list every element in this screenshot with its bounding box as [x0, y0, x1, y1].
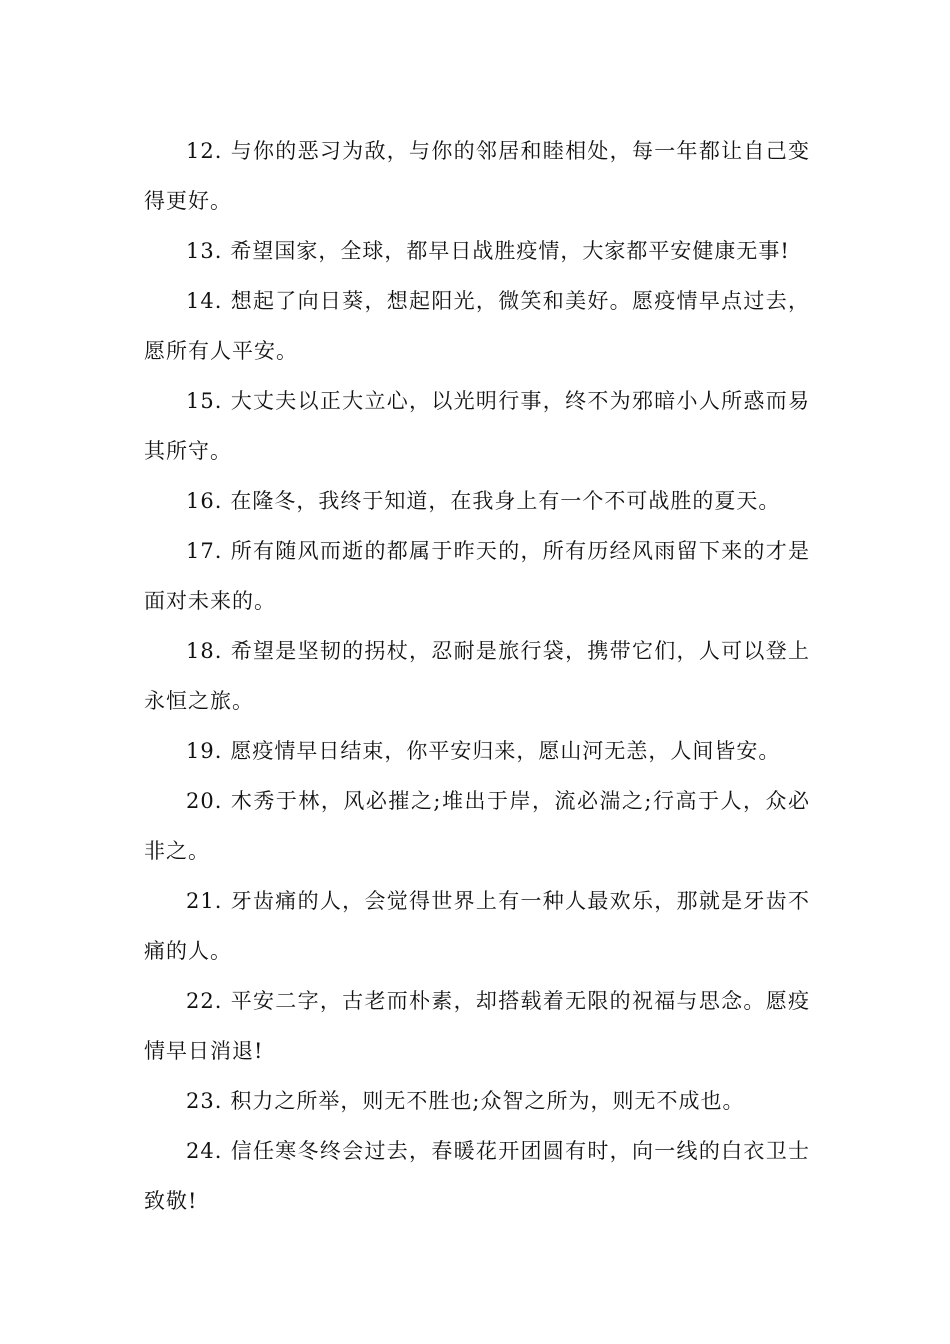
- item-number: 24.: [186, 1139, 223, 1163]
- list-item: [144, 726, 810, 776]
- list-item: [144, 876, 810, 976]
- item-text: 在隆冬，我终于知道，在我身上有一个不可战胜的夏天。: [230, 489, 781, 513]
- item-number: 16.: [186, 489, 223, 513]
- item-number: 19.: [186, 739, 223, 763]
- list-item: [144, 276, 810, 376]
- item-number: 23.: [186, 1089, 223, 1113]
- item-number: 18.: [186, 639, 223, 663]
- item-text: 与你的恶习为敌，与你的邻居和睦相处，每一年都让自己变得更好。: [144, 139, 810, 213]
- item-number: 21.: [186, 889, 223, 913]
- quote-list: [144, 126, 810, 1226]
- item-text: 希望是坚韧的拐杖，忍耐是旅行袋，携带它们，人可以登上永恒之旅。: [144, 639, 810, 713]
- item-text: 平安二字，古老而朴素，却搭载着无限的祝福与思念。愿疫情早日消退!: [144, 989, 810, 1063]
- item-number: 12.: [186, 139, 223, 163]
- item-text: 希望国家，全球，都早日战胜疫情，大家都平安健康无事!: [230, 239, 790, 263]
- item-text: 所有随风而逝的都属于昨天的，所有历经风雨留下来的才是面对未来的。: [144, 539, 810, 613]
- list-item: [144, 626, 810, 726]
- list-item: [144, 776, 810, 876]
- list-item: [144, 126, 810, 226]
- item-number: 13.: [186, 239, 223, 263]
- item-number: 15.: [186, 389, 223, 413]
- item-text: 木秀于林，风必摧之;堆出于岸，流必湍之;行高于人，众必非之。: [144, 789, 810, 863]
- item-text: 牙齿痛的人，会觉得世界上有一种人最欢乐，那就是牙齿不痛的人。: [144, 889, 810, 963]
- list-item: [144, 1076, 810, 1126]
- item-number: 20.: [186, 789, 223, 813]
- list-item: [144, 1126, 810, 1226]
- list-item: [144, 476, 810, 526]
- item-text: 大丈夫以正大立心，以光明行事，终不为邪暗小人所惑而易其所守。: [144, 389, 810, 463]
- list-item: [144, 976, 810, 1076]
- item-number: 14.: [186, 289, 223, 313]
- list-item: [144, 526, 810, 626]
- item-text: 愿疫情早日结束，你平安归来，愿山河无恙，人间皆安。: [230, 739, 781, 763]
- item-text: 想起了向日葵，想起阳光，微笑和美好。愿疫情早点过去，愿所有人平安。: [144, 289, 810, 363]
- item-text: 信任寒冬终会过去，春暖花开团圆有时，向一线的白衣卫士致敬!: [144, 1139, 810, 1213]
- item-number: 22.: [186, 989, 223, 1013]
- item-text: 积力之所举，则无不胜也;众智之所为，则无不成也。: [230, 1089, 745, 1113]
- list-item: [144, 226, 810, 276]
- list-item: [144, 376, 810, 476]
- item-number: 17.: [186, 539, 223, 563]
